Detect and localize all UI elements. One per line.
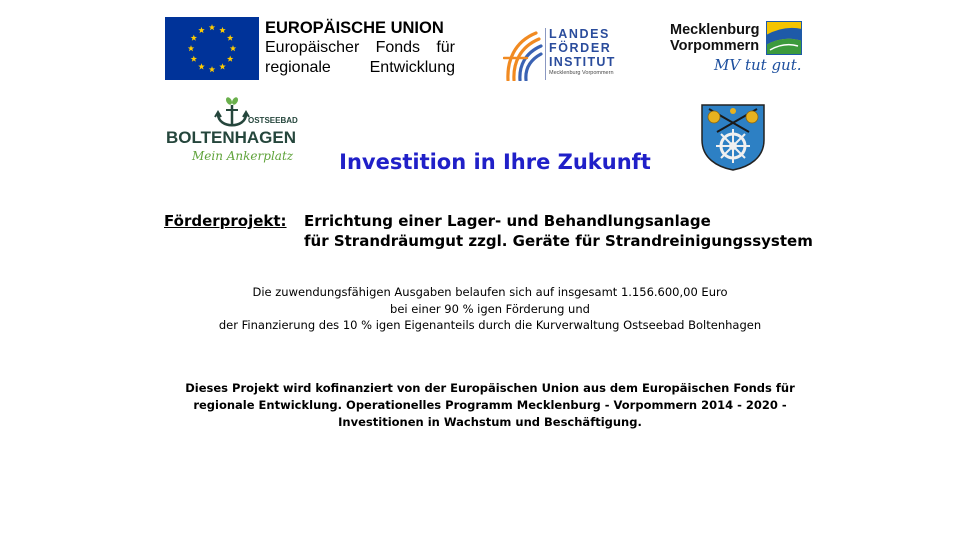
coat-of-arms: [699, 102, 767, 172]
eu-fund-line-2: regionale Entwicklung: [265, 59, 455, 76]
funding-paragraph: [90, 284, 890, 334]
funding-line-1: Die zuwendungsfähigen Ausgaben belaufen sich auf insgesamt 1.156.600,00 Euro: [252, 285, 728, 299]
lfi-line-landes: LANDES: [549, 27, 610, 41]
boltenhagen-ostseebad: OSTSEEBAD: [248, 116, 298, 125]
lfi-line-institut: INSTITUT: [549, 55, 616, 69]
lfi-divider: [545, 28, 546, 80]
boltenhagen-name: BOLTENHAGEN: [166, 128, 297, 147]
eu-logo-text: [265, 18, 458, 78]
leaf-left: [225, 96, 234, 106]
funding-line-3: der Finanzierung des 10 % igen Eigenanteils durch die Kurverwaltung Ostseebad Boltenhagen: [218, 318, 762, 332]
lfi-line-foerder: FÖRDER: [549, 41, 612, 55]
boltenhagen-slogan: Mein Ankerplatz: [192, 149, 294, 163]
cofinancing-paragraph: [90, 380, 890, 431]
shell-left-icon: [708, 111, 720, 123]
funding-line-2: bei einer 90 % igen Förderung und: [390, 301, 590, 316]
eu-flag: [165, 17, 259, 80]
mv-logo-line-2: Vorpommern: [670, 38, 760, 54]
leaf-right: [231, 96, 240, 106]
lfi-logo-mark: [503, 29, 543, 81]
cofinancing-line-3: Investitionen in Wachstum und Beschäftigung.: [338, 415, 642, 429]
eu-title: EUROPÄISCHE UNION: [265, 19, 444, 37]
eu-fund-line-1: Europäischer Fonds für: [265, 39, 455, 56]
cofinancing-line-1: Dieses Projekt wird kofinanziert von der Europäischen Union aus dem Europäischen Fonds für: [185, 381, 795, 395]
shell-right-icon: [746, 111, 758, 123]
project-label: Förderprojekt:: [164, 212, 287, 230]
lfi-logo-text: [549, 27, 616, 77]
anchor-icon: [212, 96, 252, 130]
project-title-line-2: für Strandräumgut zzgl. Geräte für Strandreinigungssystem: [304, 232, 813, 250]
mv-slogan: MV tut gut.: [714, 56, 802, 74]
mv-logo-line-1: Mecklenburg: [670, 22, 760, 38]
project-title-line-1: Errichtung einer Lager- und Behandlungsanlage: [304, 212, 711, 230]
lfi-swoosh-orange: [508, 33, 536, 80]
ship-wheel-icon: [716, 129, 750, 163]
crest-ornament: [730, 108, 736, 114]
wheel-hub: [729, 142, 737, 150]
lfi-subtitle: Mecklenburg Vorpommern: [549, 70, 614, 76]
cofinancing-line-2: regionale Entwicklung. Operationelles Programm Mecklenburg - Vorpommern 2014 - 2020 -: [193, 398, 787, 412]
mv-landscape-icon: [766, 21, 802, 55]
page-title: Investition in Ihre Zukunft: [339, 150, 651, 174]
